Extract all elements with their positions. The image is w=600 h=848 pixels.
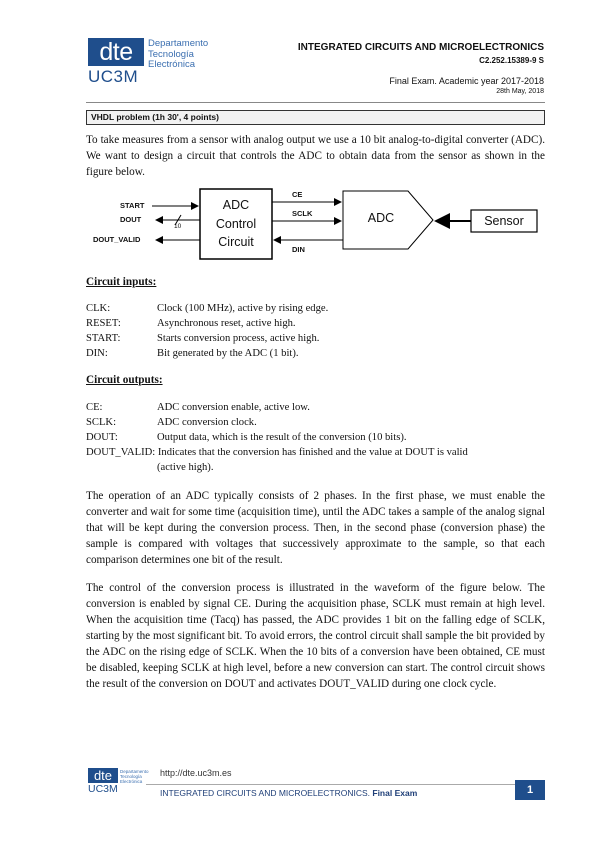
signal-desc: Starts conversion process, active high.: [157, 333, 320, 344]
signal-desc: ADC conversion enable, active low.: [157, 402, 310, 413]
footer-logo-dept: [120, 769, 149, 784]
bus-width-label: 10: [174, 223, 182, 230]
course-code: C2.252.15389-9 S: [479, 56, 544, 65]
signal-desc: Clock (100 MHz), active by rising edge.: [157, 303, 329, 314]
logo-dept-line: Electrónica: [148, 59, 195, 70]
exam-title: Final Exam. Academic year 2017-2018: [389, 76, 544, 86]
logo-uc3m: UC3M: [88, 67, 139, 86]
signal-name: DIN:: [86, 348, 108, 359]
signal-desc: ADC conversion clock.: [157, 417, 257, 428]
footer-dept-line: Departamento: [120, 769, 149, 774]
signal-name: CE:: [86, 402, 103, 413]
footer-divider: [146, 784, 545, 785]
start-label: START: [120, 201, 145, 210]
intro-paragraph: To take measures from a sensor with analog output we use a 10 bit analog-to-digital converter (ADC). We want to design a circuit that controls the ADC to obtain data from the sensor as shown in the figure below.: [86, 134, 545, 178]
signal-desc: Asynchronous reset, active high.: [157, 318, 296, 329]
phases-paragraph: The operation of an ADC typically consists of 2 phases. In the first phase, we must enable the converter and wait for some time (acquisition time), until the ADC takes a sample of the analog signal that will be kept during the conversion process. Then, in the second phase (conversion phase) the sample is compared with voltages that successively approximate to the sample, so that each comparison determines one bit of the result.: [86, 490, 545, 566]
footer-exam-name: Final Exam: [372, 788, 418, 798]
ce-label: CE: [292, 190, 303, 199]
course-title: INTEGRATED CIRCUITS AND MICROELECTRONICS: [297, 42, 544, 53]
problem-heading: VHDL problem (1h 30', 4 points): [86, 110, 545, 125]
din-label: DIN: [292, 245, 305, 254]
footer-course: [160, 788, 417, 798]
page-number: 1: [515, 780, 545, 800]
block-diagram: [86, 186, 545, 266]
dout-label: DOUT: [120, 215, 142, 224]
dout-valid-label: DOUT_VALID: [93, 235, 141, 244]
header-divider: [86, 102, 545, 103]
sensor-label: Sensor: [484, 214, 524, 228]
logo-dept-line: Departamento: [148, 38, 209, 49]
signal-name: DOUT:: [86, 432, 118, 443]
adc-label: ADC: [367, 211, 395, 225]
signal-desc: Bit generated by the ADC (1 bit).: [157, 348, 299, 359]
signal-name: DOUT_VALID:: [86, 447, 156, 458]
signal-desc: (active high).: [157, 462, 214, 473]
logo-department: [148, 39, 208, 71]
output-row: [86, 445, 545, 461]
signal-desc: Indicates that the conversion has finished and the value at DOUT is valid: [157, 447, 468, 458]
signal-desc: Output data, which is the result of the conversion (10 bits).: [157, 432, 407, 443]
signal-name: SCLK:: [86, 417, 117, 428]
footer-logo: [88, 768, 148, 800]
inputs-title: Circuit inputs:: [86, 276, 157, 288]
control-paragraph: The control of the conversion process is illustrated in the waveform of the figure below. The conversion is enabled by signal CE. During the acquisition phase, SCLK must remain at high level. When the acquisition time (Tacq) has passed, the ADC provides 1 bit on the falling edge of SCLK, starting by the most significant bit. To avoid errors, the control circuit shall sample the bit provided by the ADC on the rising edge of SCLK. When the 10 bits of a conversion have been obtained, CE must be disabled, keeping SCLK at high level, before a new conversion can start. The control circuit shows the result of the conversion on DOUT and activates DOUT_VALID during one clock cycle.: [86, 582, 545, 690]
control-line: ADC: [222, 198, 250, 212]
exam-date: 28th May, 2018: [496, 88, 544, 95]
signal-name: CLK:: [86, 303, 111, 314]
dte-logo: [88, 38, 228, 86]
footer-dept-line: Electrónica: [120, 779, 143, 784]
outputs-title: Circuit outputs:: [86, 374, 163, 386]
footer-dept-line: Tecnología: [120, 774, 142, 779]
footer-logo-uc3m: UC3M: [88, 783, 118, 795]
control-circuit-label: [200, 196, 272, 252]
sclk-label: SCLK: [292, 209, 313, 218]
footer-url[interactable]: http://dte.uc3m.es: [160, 768, 232, 778]
control-line: Control: [215, 216, 257, 231]
control-line: Circuit: [218, 235, 254, 249]
footer-course-name: INTEGRATED CIRCUITS AND MICROELECTRONICS.: [160, 788, 370, 798]
signal-name: START:: [86, 333, 121, 344]
signal-name: RESET:: [86, 318, 121, 329]
footer-logo-mark: dte: [88, 768, 118, 783]
logo-mark: dte: [88, 38, 144, 66]
logo-dept-line: Tecnología: [148, 48, 194, 60]
